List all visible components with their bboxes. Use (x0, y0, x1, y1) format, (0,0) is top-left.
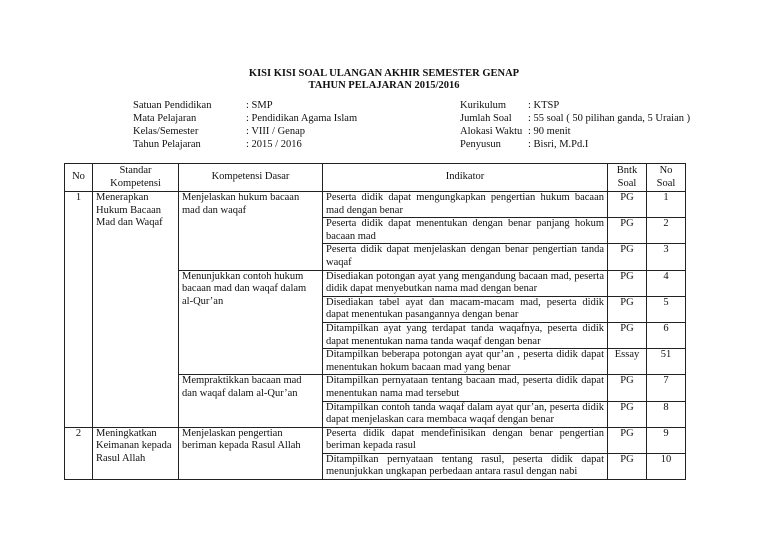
cell-nosoal-7: 51 (647, 349, 686, 375)
cell-no-2: 2 (65, 427, 93, 479)
cell-nosoal-11: 10 (647, 453, 686, 479)
cell-bentuk-10: PG (608, 427, 647, 453)
cell-indikator-3: Peserta didik dapat menjelaskan dengan benar pengertian tanda waqaf (323, 244, 608, 270)
cell-kd-2: Menunjukkan contoh hukum bacaan mad dan waqaf dalam al-Qur’an (179, 270, 323, 375)
info-value-tahun: : 2015 / 2016 (246, 139, 302, 150)
cell-bentuk-3: PG (608, 244, 647, 270)
info-label-jumlah: Jumlah Soal (460, 113, 512, 124)
table-row (65, 192, 686, 218)
cell-indikator-4: Disediakan potongan ayat yang mengandung bacaan mad, peserta didik dapat menyebutkan nama mad dengan benar (323, 270, 608, 296)
info-value-satuan: : SMP (246, 100, 273, 111)
info-label-kelas: Kelas/Semester (133, 126, 199, 137)
cell-sk-2: Meningkatkan Keimanan kepada Rasul Allah (93, 427, 179, 479)
cell-indikator-1: Peserta didik dapat mengungkapkan pengertian hukum bacaan mad dengan benar (323, 192, 608, 218)
info-value-mapel: : Pendidikan Agama Islam (246, 113, 358, 124)
header-indikator: Indikator (323, 164, 608, 192)
info-label-penyusun: Penyusun (460, 139, 501, 150)
cell-nosoal-6: 6 (647, 322, 686, 348)
cell-indikator-2: Peserta didik dapat menentukan dengan benar panjang hokum bacaan mad (323, 218, 608, 244)
cell-bentuk-11: PG (608, 453, 647, 479)
cell-indikator-8: Ditampilkan pernyataan tentang bacaan mad, peserta didik dapat menentukan nama mad tersebut (323, 375, 608, 401)
cell-nosoal-1: 1 (647, 192, 686, 218)
cell-no-1: 1 (65, 192, 93, 428)
header-bentuk-soal: Bntk Soal (608, 164, 647, 192)
info-label-alokasi: Alokasi Waktu (460, 126, 523, 137)
cell-kd-1: Menjelaskan hukum bacaan mad dan waqaf (179, 192, 323, 271)
info-value-kelas: : VIII / Genap (246, 126, 305, 137)
info-label-kurikulum: Kurikulum (460, 100, 507, 111)
info-value-penyusun: : Bisri, M.Pd.I (528, 139, 589, 150)
table-row (65, 427, 686, 453)
cell-indikator-7: Ditampilkan beberapa potongan ayat qur’an , peserta didik dapat menentukan hokum bacaan mad yang benar (323, 349, 608, 375)
cell-nosoal-10: 9 (647, 427, 686, 453)
cell-nosoal-9: 8 (647, 401, 686, 427)
cell-kd-3: Mempraktikkan bacaan mad dan waqaf dalam al-Qur’an (179, 375, 323, 427)
info-label-mapel: Mata Pelajaran (133, 113, 197, 124)
cell-bentuk-2: PG (608, 218, 647, 244)
cell-bentuk-8: PG (608, 375, 647, 401)
cell-indikator-9: Ditampilkan contoh tanda waqaf dalam ayat qur’an, peserta didik dapat menjelaskan cara membaca waqaf dengan benar (323, 401, 608, 427)
header-standar-kompetensi: Standar Kompetensi (93, 164, 179, 192)
cell-nosoal-3: 3 (647, 244, 686, 270)
cell-bentuk-1: PG (608, 192, 647, 218)
document-title: KISI KISI SOAL ULANGAN AKHIR SEMESTER GENAP (248, 68, 520, 79)
cell-kd-4: Menjelaskan pengertian beriman kepada Rasul Allah (179, 427, 323, 479)
info-label-tahun: Tahun Pelajaran (133, 139, 201, 150)
cell-nosoal-5: 5 (647, 296, 686, 322)
cell-bentuk-4: PG (608, 270, 647, 296)
kisi-kisi-table (64, 163, 686, 480)
cell-nosoal-8: 7 (647, 375, 686, 401)
info-value-kurikulum: : KTSP (528, 100, 560, 111)
header-no: No (65, 164, 93, 192)
cell-bentuk-7: Essay (608, 349, 647, 375)
cell-bentuk-6: PG (608, 322, 647, 348)
header-no-soal: No Soal (647, 164, 686, 192)
cell-indikator-11: Ditampilkan pernyataan tentang rasul, peserta didik dapat menunjukkan ungkapan perbedaan antara rasul dengan nabi (323, 453, 608, 479)
table-header-row (65, 164, 686, 192)
document-subtitle: TAHUN PELAJARAN 2015/2016 (308, 80, 460, 91)
cell-bentuk-5: PG (608, 296, 647, 322)
cell-indikator-10: Peserta didik dapat mendefinisikan dengan benar pengertian beriman kepada rasul (323, 427, 608, 453)
info-value-jumlah: : 55 soal ( 50 pilihan ganda, 5 Uraian ) (528, 113, 691, 124)
cell-indikator-6: Ditampilkan ayat yang terdapat tanda waqafnya, peserta didik dapat menentukan nama tanda waqaf dengan benar (323, 322, 608, 348)
cell-nosoal-2: 2 (647, 218, 686, 244)
cell-indikator-5: Disediakan tabel ayat dan macam-macam mad, peserta didik dapat menentukan pasangannya dengan benar (323, 296, 608, 322)
cell-nosoal-4: 4 (647, 270, 686, 296)
info-value-alokasi: : 90 menit (528, 126, 571, 137)
info-label-satuan: Satuan Pendidikan (133, 100, 212, 111)
header-kompetensi-dasar: Kompetensi Dasar (179, 164, 323, 192)
cell-sk-1: Menerapkan Hukum Bacaan Mad dan Waqaf (93, 192, 179, 428)
cell-bentuk-9: PG (608, 401, 647, 427)
